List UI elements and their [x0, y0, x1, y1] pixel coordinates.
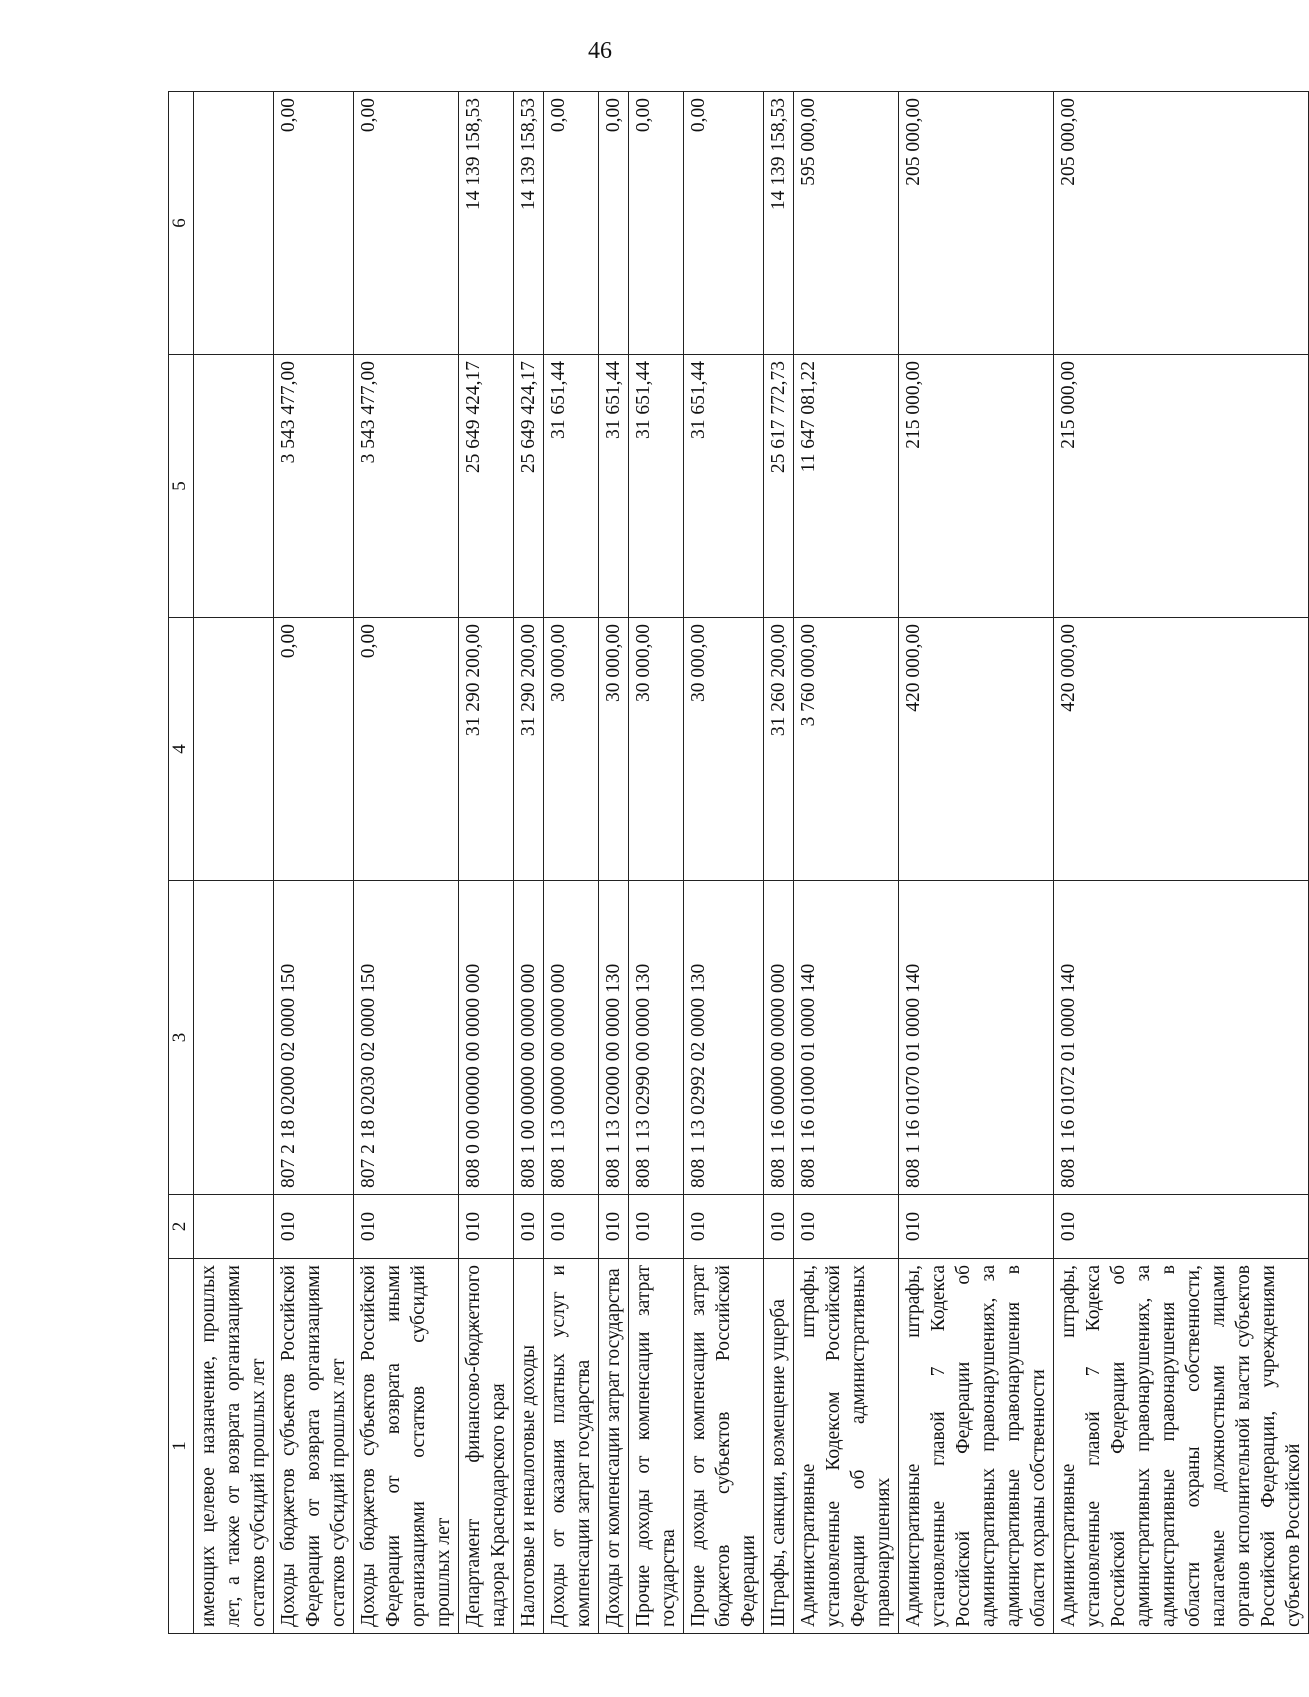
row-value-col5: 31 651,44: [629, 355, 684, 618]
row-line-code: 010: [1054, 1195, 1309, 1259]
col-header-1: 1: [169, 1259, 194, 1634]
row-name: имеющих целевое назначение, прошлых лет, а также от возврата организациями остатков субсидий прошлых лет: [194, 1259, 274, 1634]
rotated-table-region: [168, 92, 1304, 1634]
row-value-col5: 25 649 424,17: [514, 355, 544, 618]
table-row: [764, 92, 794, 1634]
row-value-col4: 420 000,00: [899, 618, 1054, 881]
row-name: Прочие доходы от компенсации затрат бюджетов субъектов Российской Федерации: [684, 1259, 764, 1634]
row-value-col6: 14 139 158,53: [514, 92, 544, 355]
row-value-col6: 0,00: [544, 92, 599, 355]
header-row: [169, 92, 194, 1634]
row-budget-code: 808 1 13 02992 02 0000 130: [684, 881, 764, 1195]
row-value-col4: 30 000,00: [544, 618, 599, 881]
row-line-code: 010: [899, 1195, 1054, 1259]
revenue-table: [168, 91, 1309, 1634]
table-row: [599, 92, 629, 1634]
row-value-col5: 3 543 477,00: [354, 355, 459, 618]
table-row: [274, 92, 354, 1634]
row-value-col4: 0,00: [274, 618, 354, 881]
row-name: Административные штрафы, установленные главой 7 Кодекса Российской Федерации об административных правонарушениях, за административные правонарушения в области охраны собственности: [899, 1259, 1054, 1634]
row-value-col5: 31 651,44: [684, 355, 764, 618]
row-name: Прочие доходы от компенсации затрат государства: [629, 1259, 684, 1634]
row-name: Налоговые и неналоговые доходы: [514, 1259, 544, 1634]
row-value-col6: 0,00: [599, 92, 629, 355]
row-value-col5: 215 000,00: [899, 355, 1054, 618]
row-value-col5: 31 651,44: [544, 355, 599, 618]
col-header-4: 4: [169, 618, 194, 881]
row-value-col4: 31 290 200,00: [459, 618, 514, 881]
row-value-col4: 3 760 000,00: [794, 618, 899, 881]
row-name: Доходы от компенсации затрат государства: [599, 1259, 629, 1634]
row-budget-code: 808 1 13 02000 00 0000 130: [599, 881, 629, 1195]
row-value-col4: 30 000,00: [684, 618, 764, 881]
row-value-col6: [194, 92, 274, 355]
row-budget-code: 808 1 13 00000 00 0000 000: [544, 881, 599, 1195]
col-header-5: 5: [169, 355, 194, 618]
row-value-col6: 0,00: [684, 92, 764, 355]
row-line-code: 010: [459, 1195, 514, 1259]
row-budget-code: 807 2 18 02000 02 0000 150: [274, 881, 354, 1195]
row-value-col4: 30 000,00: [629, 618, 684, 881]
table-row: [1054, 92, 1309, 1634]
table-row: [684, 92, 764, 1634]
row-value-col6: 14 139 158,53: [764, 92, 794, 355]
row-budget-code: 808 1 00 00000 00 0000 000: [514, 881, 544, 1195]
table-row: [514, 92, 544, 1634]
rotated-table: [168, 92, 1304, 1634]
row-budget-code: 808 0 00 00000 00 0000 000: [459, 881, 514, 1195]
row-name: Штрафы, санкции, возмещение ущерба: [764, 1259, 794, 1634]
row-value-col6: 205 000,00: [1054, 92, 1309, 355]
page-number: 46: [588, 38, 612, 64]
table-row: [544, 92, 599, 1634]
row-value-col6: 0,00: [354, 92, 459, 355]
row-budget-code: 808 1 13 02990 00 0000 130: [629, 881, 684, 1195]
row-budget-code: 808 1 16 01070 01 0000 140: [899, 881, 1054, 1195]
row-name: Доходы бюджетов субъектов Российской Федерации от возврата организациями остатков субсидий прошлых лет: [274, 1259, 354, 1634]
row-name: Административные штрафы, установленные Кодексом Российской Федерации об административных правонарушениях: [794, 1259, 899, 1634]
table-row: [354, 92, 459, 1634]
row-value-col4: 31 290 200,00: [514, 618, 544, 881]
row-value-col5: 215 000,00: [1054, 355, 1309, 618]
row-budget-code: 807 2 18 02030 02 0000 150: [354, 881, 459, 1195]
row-value-col5: 25 649 424,17: [459, 355, 514, 618]
row-value-col6: 205 000,00: [899, 92, 1054, 355]
row-value-col4: 31 260 200,00: [764, 618, 794, 881]
row-line-code: 010: [629, 1195, 684, 1259]
row-line-code: 010: [354, 1195, 459, 1259]
row-budget-code: [194, 881, 274, 1195]
row-line-code: 010: [544, 1195, 599, 1259]
table-row: [794, 92, 899, 1634]
row-name: Департамент финансово-бюджетного надзора Краснодарского края: [459, 1259, 514, 1634]
row-line-code: [194, 1195, 274, 1259]
col-header-3: 3: [169, 881, 194, 1195]
col-header-6: 6: [169, 92, 194, 355]
row-line-code: 010: [794, 1195, 899, 1259]
row-value-col4: 30 000,00: [599, 618, 629, 881]
row-value-col5: 25 617 772,73: [764, 355, 794, 618]
table-row: [194, 92, 274, 1634]
table-row: [629, 92, 684, 1634]
row-value-col6: 14 139 158,53: [459, 92, 514, 355]
row-value-col5: 3 543 477,00: [274, 355, 354, 618]
row-value-col4: 0,00: [354, 618, 459, 881]
col-header-2: 2: [169, 1195, 194, 1259]
row-name: Доходы от оказания платных услуг и компенсации затрат государства: [544, 1259, 599, 1634]
row-line-code: 010: [764, 1195, 794, 1259]
row-budget-code: 808 1 16 01000 01 0000 140: [794, 881, 899, 1195]
row-value-col4: [194, 618, 274, 881]
row-value-col5: 31 651,44: [599, 355, 629, 618]
row-name: Административные штрафы, установленные главой 7 Кодекса Российской Федерации об административных правонарушениях, за административные правонарушения в области охраны собственности, налагаемые должностными лицами органов исполнительной власти субъектов Российской Федерации, учреждениями субъектов Российской: [1054, 1259, 1309, 1634]
table-row: [899, 92, 1054, 1634]
row-value-col6: 0,00: [629, 92, 684, 355]
row-line-code: 010: [599, 1195, 629, 1259]
row-value-col4: 420 000,00: [1054, 618, 1309, 881]
row-value-col5: [194, 355, 274, 618]
row-value-col6: 595 000,00: [794, 92, 899, 355]
row-line-code: 010: [274, 1195, 354, 1259]
row-budget-code: 808 1 16 01072 01 0000 140: [1054, 881, 1309, 1195]
row-budget-code: 808 1 16 00000 00 0000 000: [764, 881, 794, 1195]
row-value-col6: 0,00: [274, 92, 354, 355]
row-value-col5: 11 647 081,22: [794, 355, 899, 618]
row-line-code: 010: [514, 1195, 544, 1259]
row-line-code: 010: [684, 1195, 764, 1259]
row-name: Доходы бюджетов субъектов Российской Федерации от возврата иными организациями остатков субсидий прошлых лет: [354, 1259, 459, 1634]
table-row: [459, 92, 514, 1634]
